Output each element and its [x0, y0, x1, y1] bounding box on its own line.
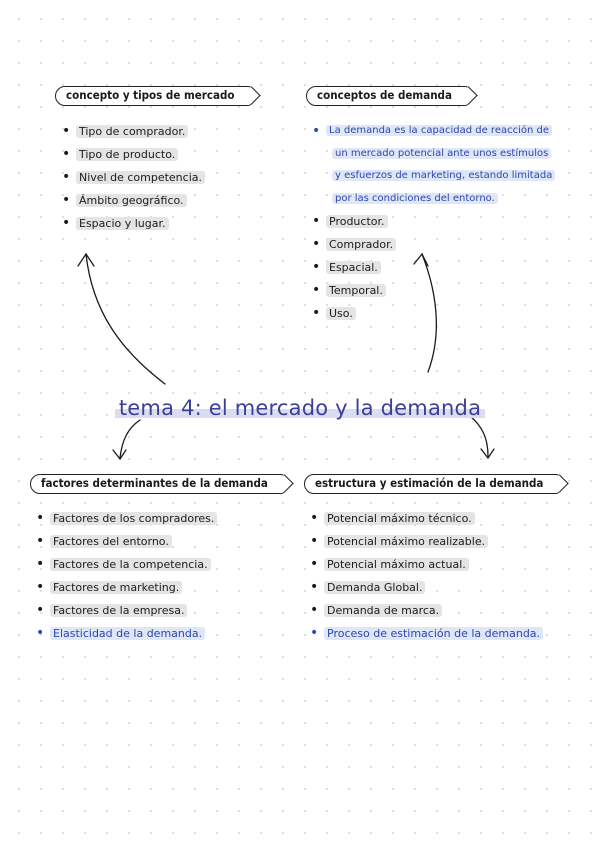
list-item: • Demanda de marca.: [308, 599, 543, 622]
list-estructura-demanda: [308, 507, 543, 645]
list-item-highlight: • Elasticidad de la demanda.: [34, 622, 217, 645]
arrow-to-estructura: [470, 416, 488, 456]
heading-factores-demanda: factores determinantes de la demanda: [30, 474, 285, 494]
arrow-to-concepto: [86, 254, 165, 384]
list-item: • Tipo de comprador.: [60, 120, 205, 143]
list-item: • Nivel de competencia.: [60, 166, 205, 189]
list-item: • Factores de la competencia.: [34, 553, 217, 576]
list-item: • Factores del entorno.: [34, 530, 217, 553]
list-item: • Potencial máximo técnico.: [308, 507, 543, 530]
list-concepto-mercado: [60, 120, 205, 235]
list-item: • Productor.: [310, 210, 555, 233]
list-item: • Espacial.: [310, 256, 555, 279]
list-item: • Ámbito geográfico.: [60, 189, 205, 212]
arrow-head-factores: [113, 450, 126, 459]
list-item: • Factores de marketing.: [34, 576, 217, 599]
heading-conceptos-demanda: conceptos de demanda: [306, 86, 469, 106]
list-conceptos-demanda: [310, 120, 555, 325]
list-item: • Demanda Global.: [308, 576, 543, 599]
heading-concepto-mercado: concepto y tipos de mercado: [55, 86, 252, 106]
list-factores-demanda: [34, 507, 217, 645]
list-item: • Tipo de producto.: [60, 143, 205, 166]
list-item: • Potencial máximo realizable.: [308, 530, 543, 553]
list-item: • Factores de los compradores.: [34, 507, 217, 530]
list-item: • Comprador.: [310, 233, 555, 256]
definition-item: • La demanda es la capacidad de reacción de un mercado potencial ante unos estímulos y esfuerzos de marketing, estando limitada por las condiciones del entorno.: [310, 120, 555, 210]
list-item: • Temporal.: [310, 279, 555, 302]
list-item-highlight: • Proceso de estimación de la demanda.: [308, 622, 543, 645]
arrow-to-factores: [120, 420, 140, 458]
main-title: tema 4: el mercado y la demanda: [0, 396, 600, 420]
list-item: • Espacio y lugar.: [60, 212, 205, 235]
list-item: • Potencial máximo actual.: [308, 553, 543, 576]
list-item: • Uso.: [310, 302, 555, 325]
heading-estructura-demanda: estructura y estimación de la demanda: [304, 474, 560, 494]
list-item: • Factores de la empresa.: [34, 599, 217, 622]
